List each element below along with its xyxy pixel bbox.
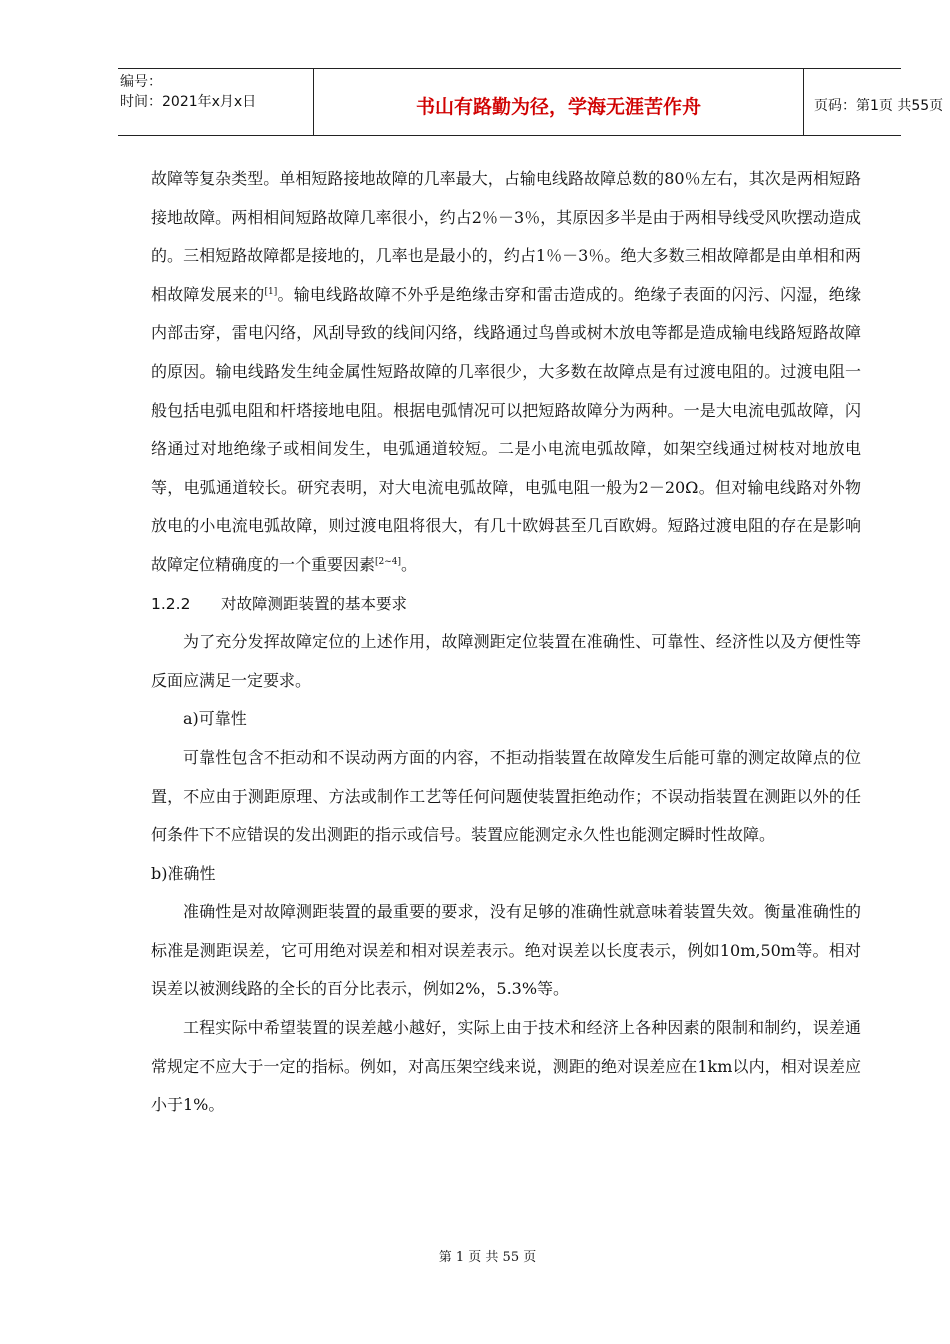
body-paragraph: 故障等复杂类型。单相短路接地故障的几率最大，占输电线路故障总数的80％左右，其次是两相短路接地故障。两相相间短路故障几率很小，约占2％－3％，其原因多半是由于两相导线受风吹摆动造成的。三相短路故障都是接地的，几率也是最小的，约占1％－3％。绝大多数三相故障都是由单相和两相故障发展来的[1]。输电线路故障不外乎是绝缘击穿和雷击造成的。绝缘子表面的闪污、闪湿，绝缘内部击穿，雷电闪络，风刮导致的线间闪络，线路通过鸟兽或树木放电等都是造成输电线路短路故障的原因。输电线路发生纯金属性短路故障的几率很少，大多数在故障点是有过渡电阻的。过渡电阻一般包括电弧电阻和杆塔接地电阻。根据电弧情况可以把短路故障分为两种。一是大电流电弧故障，闪络通过对地绝缘子或相间发生，电弧通道较短。二是小电流电弧故障，如架空线通过树枝对地放电等，电弧通道较长。研究表明，对大电流电弧故障，电弧电阻一般为2－20Ω。但对输电线路对外物放电的小电流电弧故障，则过渡电阻将很大，有几十欧姆甚至几百欧姆。短路过渡电阻的存在是影响故障定位精确度的一个重要因素[2~4]。 (151, 169, 861, 574)
body-paragraph: 可靠性包含不拒动和不误动两方面的内容，不拒动指装置在故障发生后能可靠的测定故障点的位置，不应由于测距原理、方法或制作工艺等任何问题使装置拒绝动作；不误动指装置在测距以外的任何条件下不应错误的发出测距的指示或信号。装置应能测定永久性也能测定瞬时性故障。 (151, 747, 861, 845)
citation-ref: [1] (264, 286, 278, 297)
document-body (151, 160, 861, 1125)
body-paragraph: 工程实际中希望装置的误差越小越好，实际上由于技术和经济上各种因素的限制和制约，误差通常规定不应大于一定的指标。例如，对高压架空线来说，测距的绝对误差应在1km以内，相对误差应小于1%。 (151, 1018, 861, 1115)
page-footer: 第 1 页 共 55 页 (438, 1250, 537, 1265)
section-title: 对故障测距装置的基本要求 (221, 594, 408, 613)
list-item-label: a)可靠性 (183, 709, 247, 729)
section-number: 1.2.2 (151, 594, 191, 613)
citation-ref: [2~4] (375, 556, 402, 567)
document-number-label: 编号： (120, 74, 162, 90)
document-time-label: 时间：2021年x月x日 (120, 94, 257, 110)
section-heading (151, 585, 861, 624)
header-meta (118, 69, 314, 135)
list-item-label: b)准确性 (151, 863, 216, 883)
header-page-info: 页码：第1页 共55页 (814, 98, 944, 114)
body-paragraph: 为了充分发挥故障定位的上述作用，故障测距定位装置在准确性、可靠性、经济性以及方便性等反面应满足一定要求。 (151, 632, 861, 690)
header-motto: 书山有路勤为径，学海无涯苦作舟 (314, 69, 804, 135)
page-header (118, 68, 944, 136)
body-paragraph: 准确性是对故障测距装置的最重要的要求，没有足够的准确性就意味着装置失效。衡量准确性的标准是测距误差，它可用绝对误差和相对误差表示。绝对误差以长度表示，例如10m,50m等。相对误差以被测线路的全长的百分比表示，例如2%，5.3%等。 (151, 902, 861, 999)
